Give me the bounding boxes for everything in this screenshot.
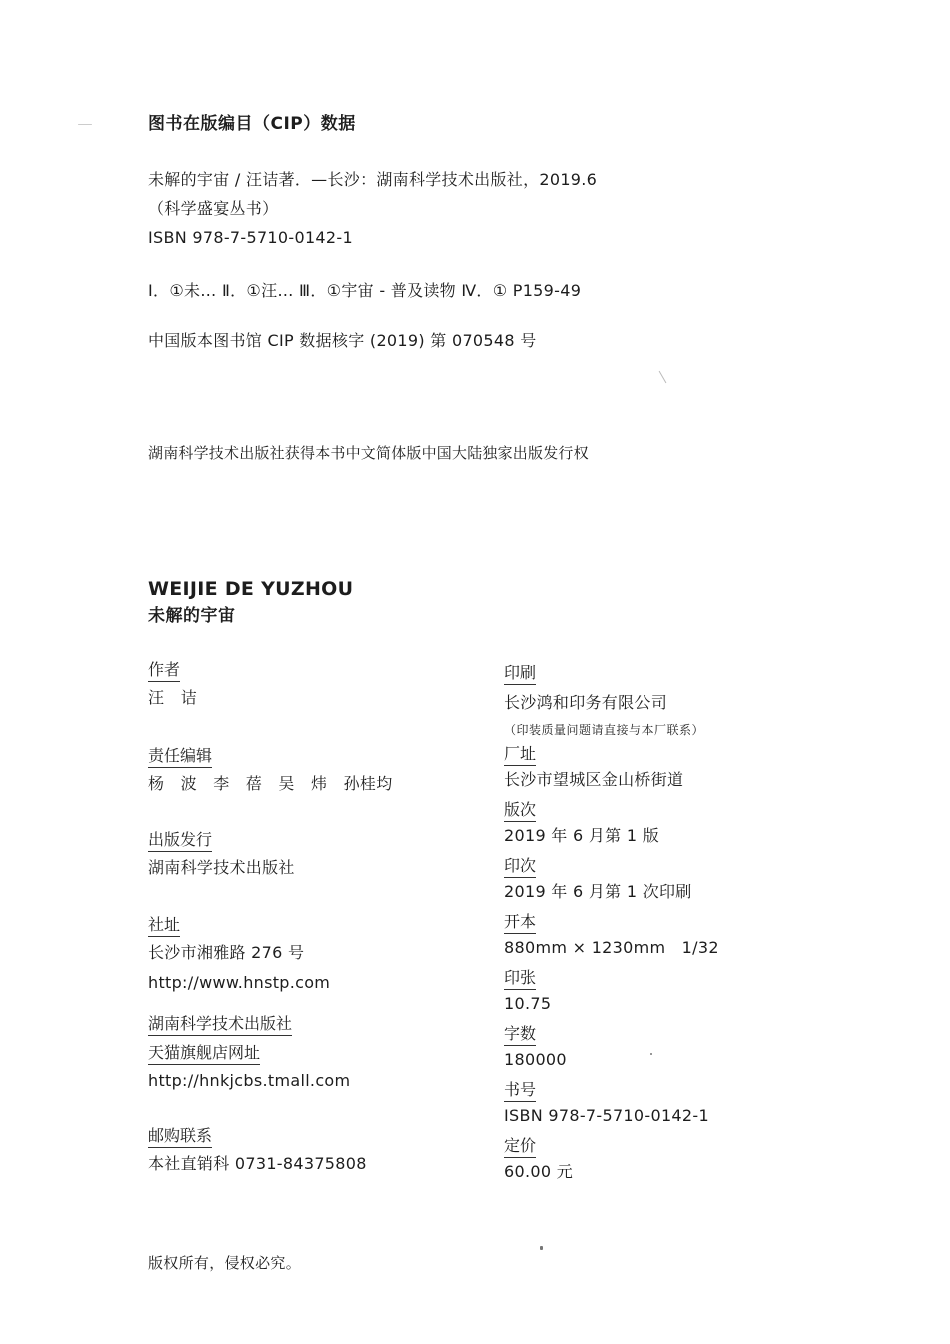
impression-value: 2019 年 6 月第 1 次印刷 — [504, 882, 692, 901]
printed-sheets-group — [504, 968, 551, 1018]
editor-group — [148, 746, 393, 798]
cip-line-series: （科学盛宴丛书） — [148, 199, 279, 218]
address-label: 社址 — [148, 915, 180, 937]
publisher-value: 湖南科学技术出版社 — [148, 858, 295, 877]
book-number-value: ISBN 978-7-5710-0142-1 — [504, 1106, 709, 1125]
website-url: http://www.hnstp.com — [148, 973, 331, 992]
factory-value: 长沙市望城区金山桥街道 — [504, 770, 684, 789]
book-number-label: 书号 — [504, 1080, 536, 1102]
tmall-url: http://hnkjcbs.tmall.com — [148, 1071, 351, 1090]
tmall-group — [148, 1014, 350, 1095]
word-count-group — [504, 1024, 567, 1074]
cip-line-classification: Ⅰ．①未… Ⅱ．①汪… Ⅲ．①宇宙 - 普及读物 Ⅳ．① P159-49 — [148, 281, 582, 300]
scan-speck — [540, 1246, 543, 1250]
book-number-group — [504, 1080, 709, 1130]
author-value: 汪 诘 — [148, 688, 197, 707]
editor-label: 责任编辑 — [148, 746, 212, 768]
edition-group — [504, 800, 659, 850]
book-title-pinyin: WEIJIE DE YUZHOU — [148, 578, 354, 600]
price-value: 60.00 元 — [504, 1162, 573, 1181]
mail-order-value: 本社直销科 0731-84375808 — [148, 1154, 367, 1173]
tmall-label-store: 天猫旗舰店网址 — [148, 1043, 260, 1065]
mail-order-group — [148, 1126, 367, 1178]
cip-line-isbn: ISBN 978-7-5710-0142-1 — [148, 228, 353, 247]
publisher-label: 出版发行 — [148, 830, 212, 852]
printer-group — [504, 663, 704, 743]
impression-label: 印次 — [504, 856, 536, 878]
edition-value: 2019 年 6 月第 1 版 — [504, 826, 660, 845]
printer-value: 长沙鸿和印务有限公司 — [504, 693, 668, 712]
mail-order-label: 邮购联系 — [148, 1126, 212, 1148]
word-count-value: 180000 — [504, 1050, 567, 1069]
printer-label: 印刷 — [504, 663, 536, 685]
printer-note: （印装质量问题请直接与本厂联系） — [504, 723, 705, 737]
publisher-group — [148, 830, 295, 882]
rights-statement: 湖南科学技术出版社获得本书中文简体版中国大陆独家出版发行权 — [148, 444, 589, 462]
word-count-label: 字数 — [504, 1024, 536, 1046]
address-value: 长沙市湘雅路 276 号 — [148, 943, 305, 962]
printed-sheets-value: 10.75 — [504, 994, 552, 1013]
scan-speck — [78, 124, 92, 125]
factory-group — [504, 744, 683, 794]
format-label: 开本 — [504, 912, 536, 934]
factory-label: 厂址 — [504, 744, 536, 766]
editor-value: 杨 波 李 蓓 吴 炜 孙桂均 — [148, 774, 393, 793]
copyright-notice: 版权所有，侵权必究。 — [148, 1254, 302, 1272]
author-label: 作者 — [148, 660, 180, 682]
format-value: 880mm × 1230mm 1/32 — [504, 938, 719, 957]
price-group — [504, 1136, 573, 1186]
cip-line-record-number: 中国版本图书馆 CIP 数据核字 (2019) 第 070548 号 — [148, 331, 537, 350]
cip-title: 图书在版编目（CIP）数据 — [148, 114, 356, 134]
book-title-chinese: 未解的宇宙 — [148, 606, 236, 626]
format-group — [504, 912, 719, 962]
cip-line-title-author: 未解的宇宙 / 汪诘著．—长沙：湖南科学技术出版社，2019.6 — [148, 170, 598, 189]
edition-label: 版次 — [504, 800, 536, 822]
price-label: 定价 — [504, 1136, 536, 1158]
address-group — [148, 915, 330, 997]
scan-speck — [650, 1053, 652, 1055]
author-group — [148, 660, 197, 712]
tmall-label-publisher: 湖南科学技术出版社 — [148, 1014, 292, 1036]
printed-sheets-label: 印张 — [504, 968, 536, 990]
impression-group — [504, 856, 692, 906]
scan-speck — [659, 371, 667, 384]
